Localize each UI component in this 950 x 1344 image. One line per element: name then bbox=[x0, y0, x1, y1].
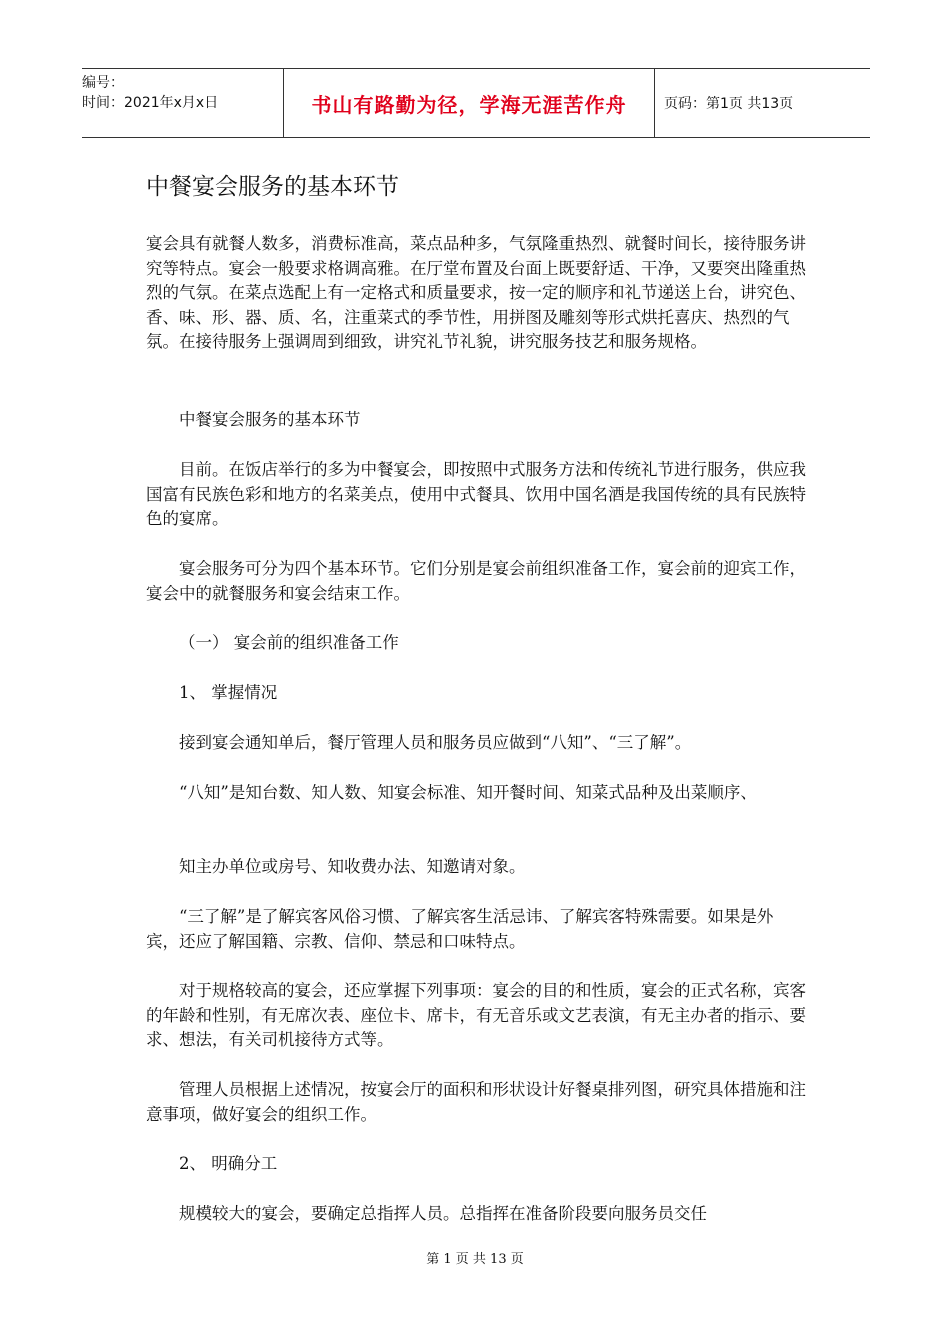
page-header bbox=[82, 68, 870, 138]
header-meta bbox=[82, 69, 282, 141]
paragraph: 规模较大的宴会，要确定总指挥人员。总指挥在准备阶段要向服务员交任 bbox=[179, 1204, 707, 1223]
paragraph: 接到宴会通知单后，餐厅管理人员和服务员应做到“八知”、“三了解”。 bbox=[179, 733, 692, 752]
section-heading: 1、 掌握情况 bbox=[179, 683, 278, 702]
paragraph: 宴会具有就餐人数多，消费标准高，菜点品种多，气氛隆重热烈、就餐时间长，接待服务讲究等特点。宴会一般要求格调高雅。在厅堂布置及台面上既要舒适、干净，又要突出隆重热烈的气氛。在菜点选配上有一定格式和质量要求，按一定的顺序和礼节递送上台，讲究色、香、味、形、器、质、名，注重菜式的季节性，用拼图及雕刻等形式烘托喜庆、热烈的气氛。在接待服务上强调周到细致，讲究礼节礼貌，讲究服务技艺和服务规格。 bbox=[146, 234, 806, 351]
paragraph: 目前。在饭店举行的多为中餐宴会，即按照中式服务方法和传统礼节进行服务，供应我国富有民族色彩和地方的名菜美点，使用中式餐具、饮用中国名酒是我国传统的具有民族特色的宴席。 bbox=[146, 460, 806, 528]
paragraph: “八知”是知台数、知人数、知宴会标准、知开餐时间、知菜式品种及出菜顺序、 bbox=[179, 783, 757, 802]
paragraph: 知主办单位或房号、知收费办法、知邀请对象。 bbox=[179, 857, 526, 876]
section-heading: （一） 宴会前的组织准备工作 bbox=[179, 633, 399, 652]
section-heading: 2、 明确分工 bbox=[179, 1154, 278, 1173]
number-label: 编号： bbox=[82, 75, 124, 91]
document-title: 中餐宴会服务的基本环节 bbox=[146, 174, 399, 200]
header-motto: 书山有路勤为径，学海无涯苦作舟 bbox=[283, 69, 655, 137]
header-page-info: 页码：第1页 共13页 bbox=[664, 96, 794, 112]
paragraph: 宴会服务可分为四个基本环节。它们分别是宴会前组织准备工作，宴会前的迎宾工作，宴会中的就餐服务和宴会结束工作。 bbox=[146, 559, 806, 603]
paragraph: 管理人员根据上述情况，按宴会厅的面积和形状设计好餐桌排列图，研究具体措施和注意事项，做好宴会的组织工作。 bbox=[146, 1080, 806, 1124]
paragraph: “三了解”是了解宾客风俗习惯、了解宾客生活忌讳、了解宾客特殊需要。如果是外宾，还应了解国籍、宗教、信仰、禁忌和口味特点。 bbox=[146, 907, 774, 951]
time-label: 时间：2021年x月x日 bbox=[82, 95, 219, 111]
page-footer: 第 1 页 共 13 页 bbox=[426, 1252, 524, 1267]
paragraph: 对于规格较高的宴会，还应掌握下列事项：宴会的目的和性质，宴会的正式名称，宾客的年龄和性别，有无席次表、座位卡、席卡，有无音乐或文艺表演，有无主办者的指示、要求、想法，有关司机接待方式等。 bbox=[146, 981, 806, 1049]
section-heading: 中餐宴会服务的基本环节 bbox=[179, 410, 361, 429]
